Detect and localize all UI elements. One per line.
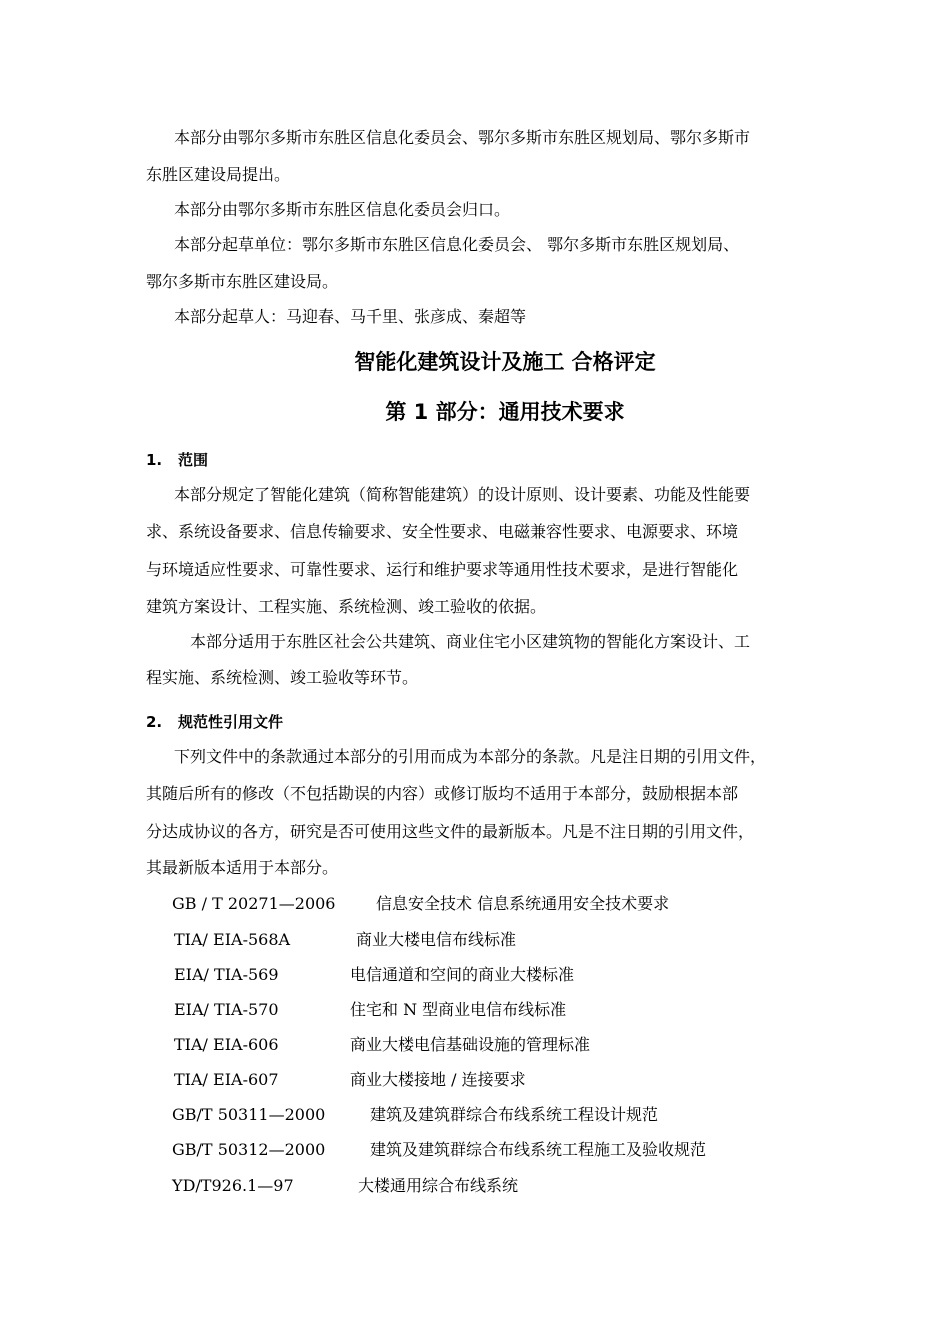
reference-code: EIA/ TIA-569 bbox=[174, 965, 279, 984]
body-line: 本部分适用于东胜区社会公共建筑、商业住宅小区建筑物的智能化方案设计、工 bbox=[190, 632, 751, 651]
body-line: 其随后所有的修改（不包括勘误的内容）或修订版均不适用于本部分，鼓励根据本部 bbox=[146, 784, 739, 803]
section-heading-scope bbox=[146, 450, 208, 470]
body-line: 程实施、系统检测、竣工验收等环节。 bbox=[146, 668, 419, 687]
reference-title: 商业大楼接地 / 连接要求 bbox=[350, 1070, 526, 1089]
reference-code: TIA/ EIA-568A bbox=[174, 930, 291, 949]
section-heading-normative-references bbox=[146, 712, 283, 732]
reference-title: 信息安全技术 信息系统通用安全技术要求 bbox=[376, 894, 670, 913]
body-line: 与环境适应性要求、可靠性要求、运行和维护要求等通用性技术要求，是进行智能化 bbox=[146, 560, 739, 579]
document-title: 智能化建筑设计及施工 合格评定 bbox=[354, 350, 656, 374]
foreword-line: 东胜区建设局提出。 bbox=[146, 165, 291, 184]
reference-title: 商业大楼电信布线标准 bbox=[356, 930, 517, 949]
reference-code: EIA/ TIA-570 bbox=[174, 1000, 279, 1019]
reference-code: GB/T 50312—2000 bbox=[172, 1140, 326, 1159]
reference-title: 电信通道和空间的商业大楼标准 bbox=[350, 965, 575, 984]
reference-code: GB/T 50311—2000 bbox=[172, 1105, 326, 1124]
reference-code: TIA/ EIA-606 bbox=[174, 1035, 279, 1054]
section-title: 范围 bbox=[178, 451, 209, 469]
section-number: 1. bbox=[146, 451, 163, 469]
reference-code: YD/T926.1—97 bbox=[172, 1176, 294, 1195]
foreword-line: 鄂尔多斯市东胜区建设局。 bbox=[146, 272, 339, 291]
reference-title: 建筑及建筑群综合布线系统工程施工及验收规范 bbox=[370, 1140, 707, 1159]
foreword-line: 本部分由鄂尔多斯市东胜区信息化委员会归口。 bbox=[174, 200, 511, 219]
body-line: 下列文件中的条款通过本部分的引用而成为本部分的条款。凡是注日期的引用文件， bbox=[174, 747, 767, 766]
foreword-line: 本部分起草单位：鄂尔多斯市东胜区信息化委员会、 鄂尔多斯市东胜区规划局、 bbox=[174, 235, 740, 254]
reference-title: 住宅和 N 型商业电信布线标准 bbox=[350, 1000, 567, 1019]
section-number: 2. bbox=[146, 713, 163, 731]
foreword-drafters: 本部分起草人：马迎春、马千里、张彦成、秦超等 bbox=[174, 307, 527, 326]
section-title: 规范性引用文件 bbox=[178, 713, 284, 731]
body-line: 建筑方案设计、工程实施、系统检测、竣工验收的依据。 bbox=[146, 597, 547, 616]
foreword-line: 本部分由鄂尔多斯市东胜区信息化委员会、鄂尔多斯市东胜区规划局、鄂尔多斯市 bbox=[174, 128, 751, 147]
reference-code: GB / T 20271—2006 bbox=[172, 894, 336, 913]
reference-title: 建筑及建筑群综合布线系统工程设计规范 bbox=[370, 1105, 659, 1124]
document-subtitle: 第 1 部分：通用技术要求 bbox=[385, 400, 625, 424]
reference-title: 商业大楼电信基础设施的管理标准 bbox=[350, 1035, 591, 1054]
body-line: 其最新版本适用于本部分。 bbox=[146, 858, 339, 877]
body-line: 本部分规定了智能化建筑（简称智能建筑）的设计原则、设计要素、功能及性能要 bbox=[174, 485, 751, 504]
body-line: 分达成协议的各方，研究是否可使用这些文件的最新版本。凡是不注日期的引用文件， bbox=[146, 822, 755, 841]
reference-title: 大楼通用综合布线系统 bbox=[358, 1176, 519, 1195]
body-line: 求、系统设备要求、信息传输要求、安全性要求、电磁兼容性要求、电源要求、环境 bbox=[146, 522, 739, 541]
reference-code: TIA/ EIA-607 bbox=[174, 1070, 279, 1089]
